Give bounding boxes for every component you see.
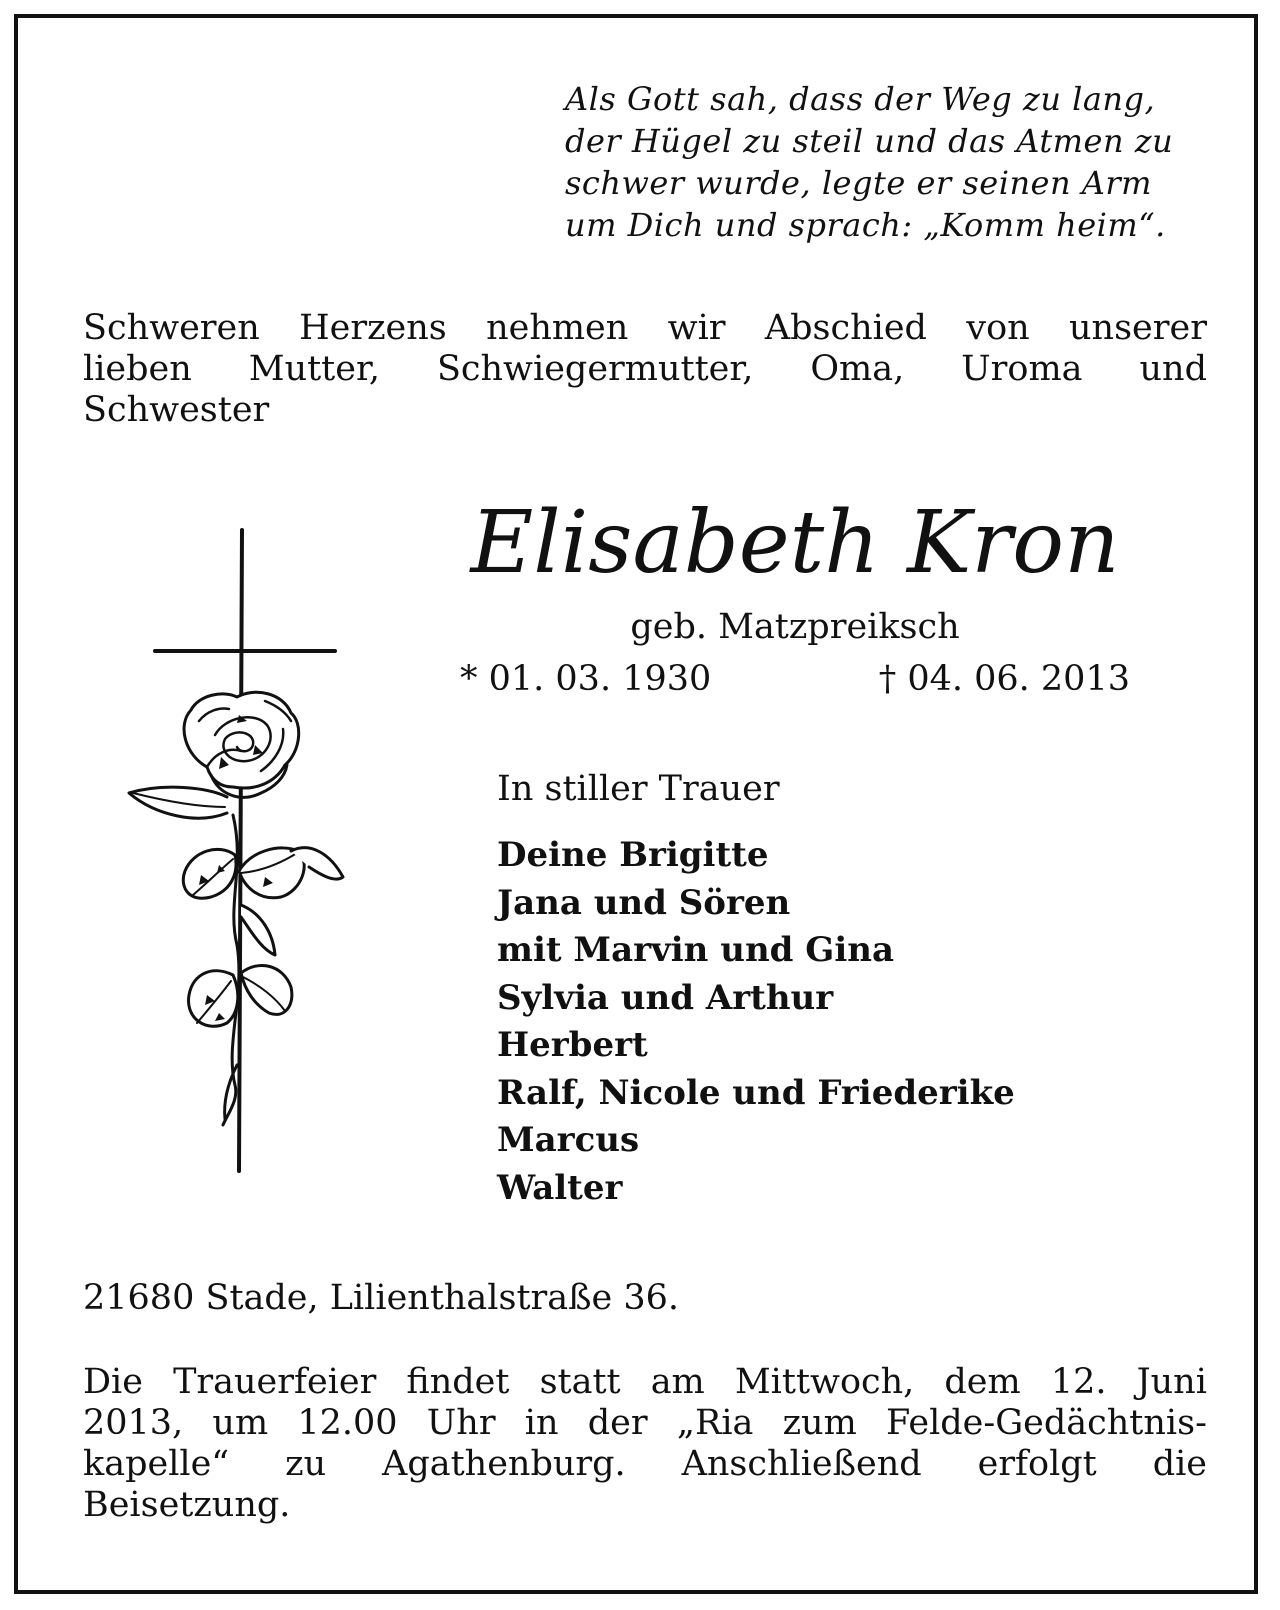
farewell-line-1: Schweren Herzens nehmen wir Abschied von unserer — [83, 308, 1207, 348]
poem-line: der Hügel zu steil und das Atmen zu — [565, 122, 1174, 160]
memorial-poem — [565, 78, 1215, 246]
cross-with-rose-icon — [115, 525, 365, 1185]
poem-line: um Dich und sprach: „Komm heim“. — [565, 206, 1166, 244]
farewell-line-2: lieben Mutter, Schwiegermutter, Oma, Uroma und — [83, 349, 1207, 389]
poem-line: Als Gott sah, dass der Weg zu lang, — [565, 80, 1156, 118]
life-dates — [460, 657, 1130, 701]
farewell-line-3: Schwester — [83, 390, 270, 430]
ceremony-line-2: 2013, um 12.00 Uhr in der „Ria zum Felde-Gedächtnis- — [83, 1403, 1207, 1443]
birth-date: * 01. 03. 1930 — [460, 659, 712, 699]
mourner: Ralf, Nicole und Friederike — [497, 1072, 1015, 1113]
mourner: Jana und Sören — [497, 882, 791, 923]
birth-name: geb. Matzpreiksch — [630, 607, 960, 647]
deceased-name: Elisabeth Kron — [470, 493, 1120, 593]
ceremony-text — [83, 1362, 1207, 1526]
mourner: mit Marvin und Gina — [497, 930, 894, 970]
mourner: Deine Brigitte — [497, 835, 769, 875]
mourners-list — [497, 832, 1015, 1212]
address: 21680 Stade, Lilienthalstraße 36. — [83, 1278, 679, 1318]
mourner: Sylvia und Arthur — [497, 977, 834, 1018]
mourner: Marcus — [497, 1120, 640, 1160]
ceremony-line-4: Beisetzung. — [83, 1485, 291, 1525]
ceremony-line-3: kapelle“ zu Agathenburg. Anschließend erfolgt die — [83, 1444, 1207, 1484]
poem-line: schwer wurde, legte er seinen Arm — [565, 164, 1153, 202]
death-date: † 04. 06. 2013 — [878, 659, 1130, 699]
mourning-heading: In stiller Trauer — [497, 769, 780, 809]
mourner: Herbert — [497, 1025, 648, 1065]
farewell-text — [83, 308, 1207, 431]
mourner: Walter — [497, 1167, 623, 1208]
ceremony-line-1: Die Trauerfeier findet statt am Mittwoch, dem 12. Juni — [83, 1362, 1207, 1402]
